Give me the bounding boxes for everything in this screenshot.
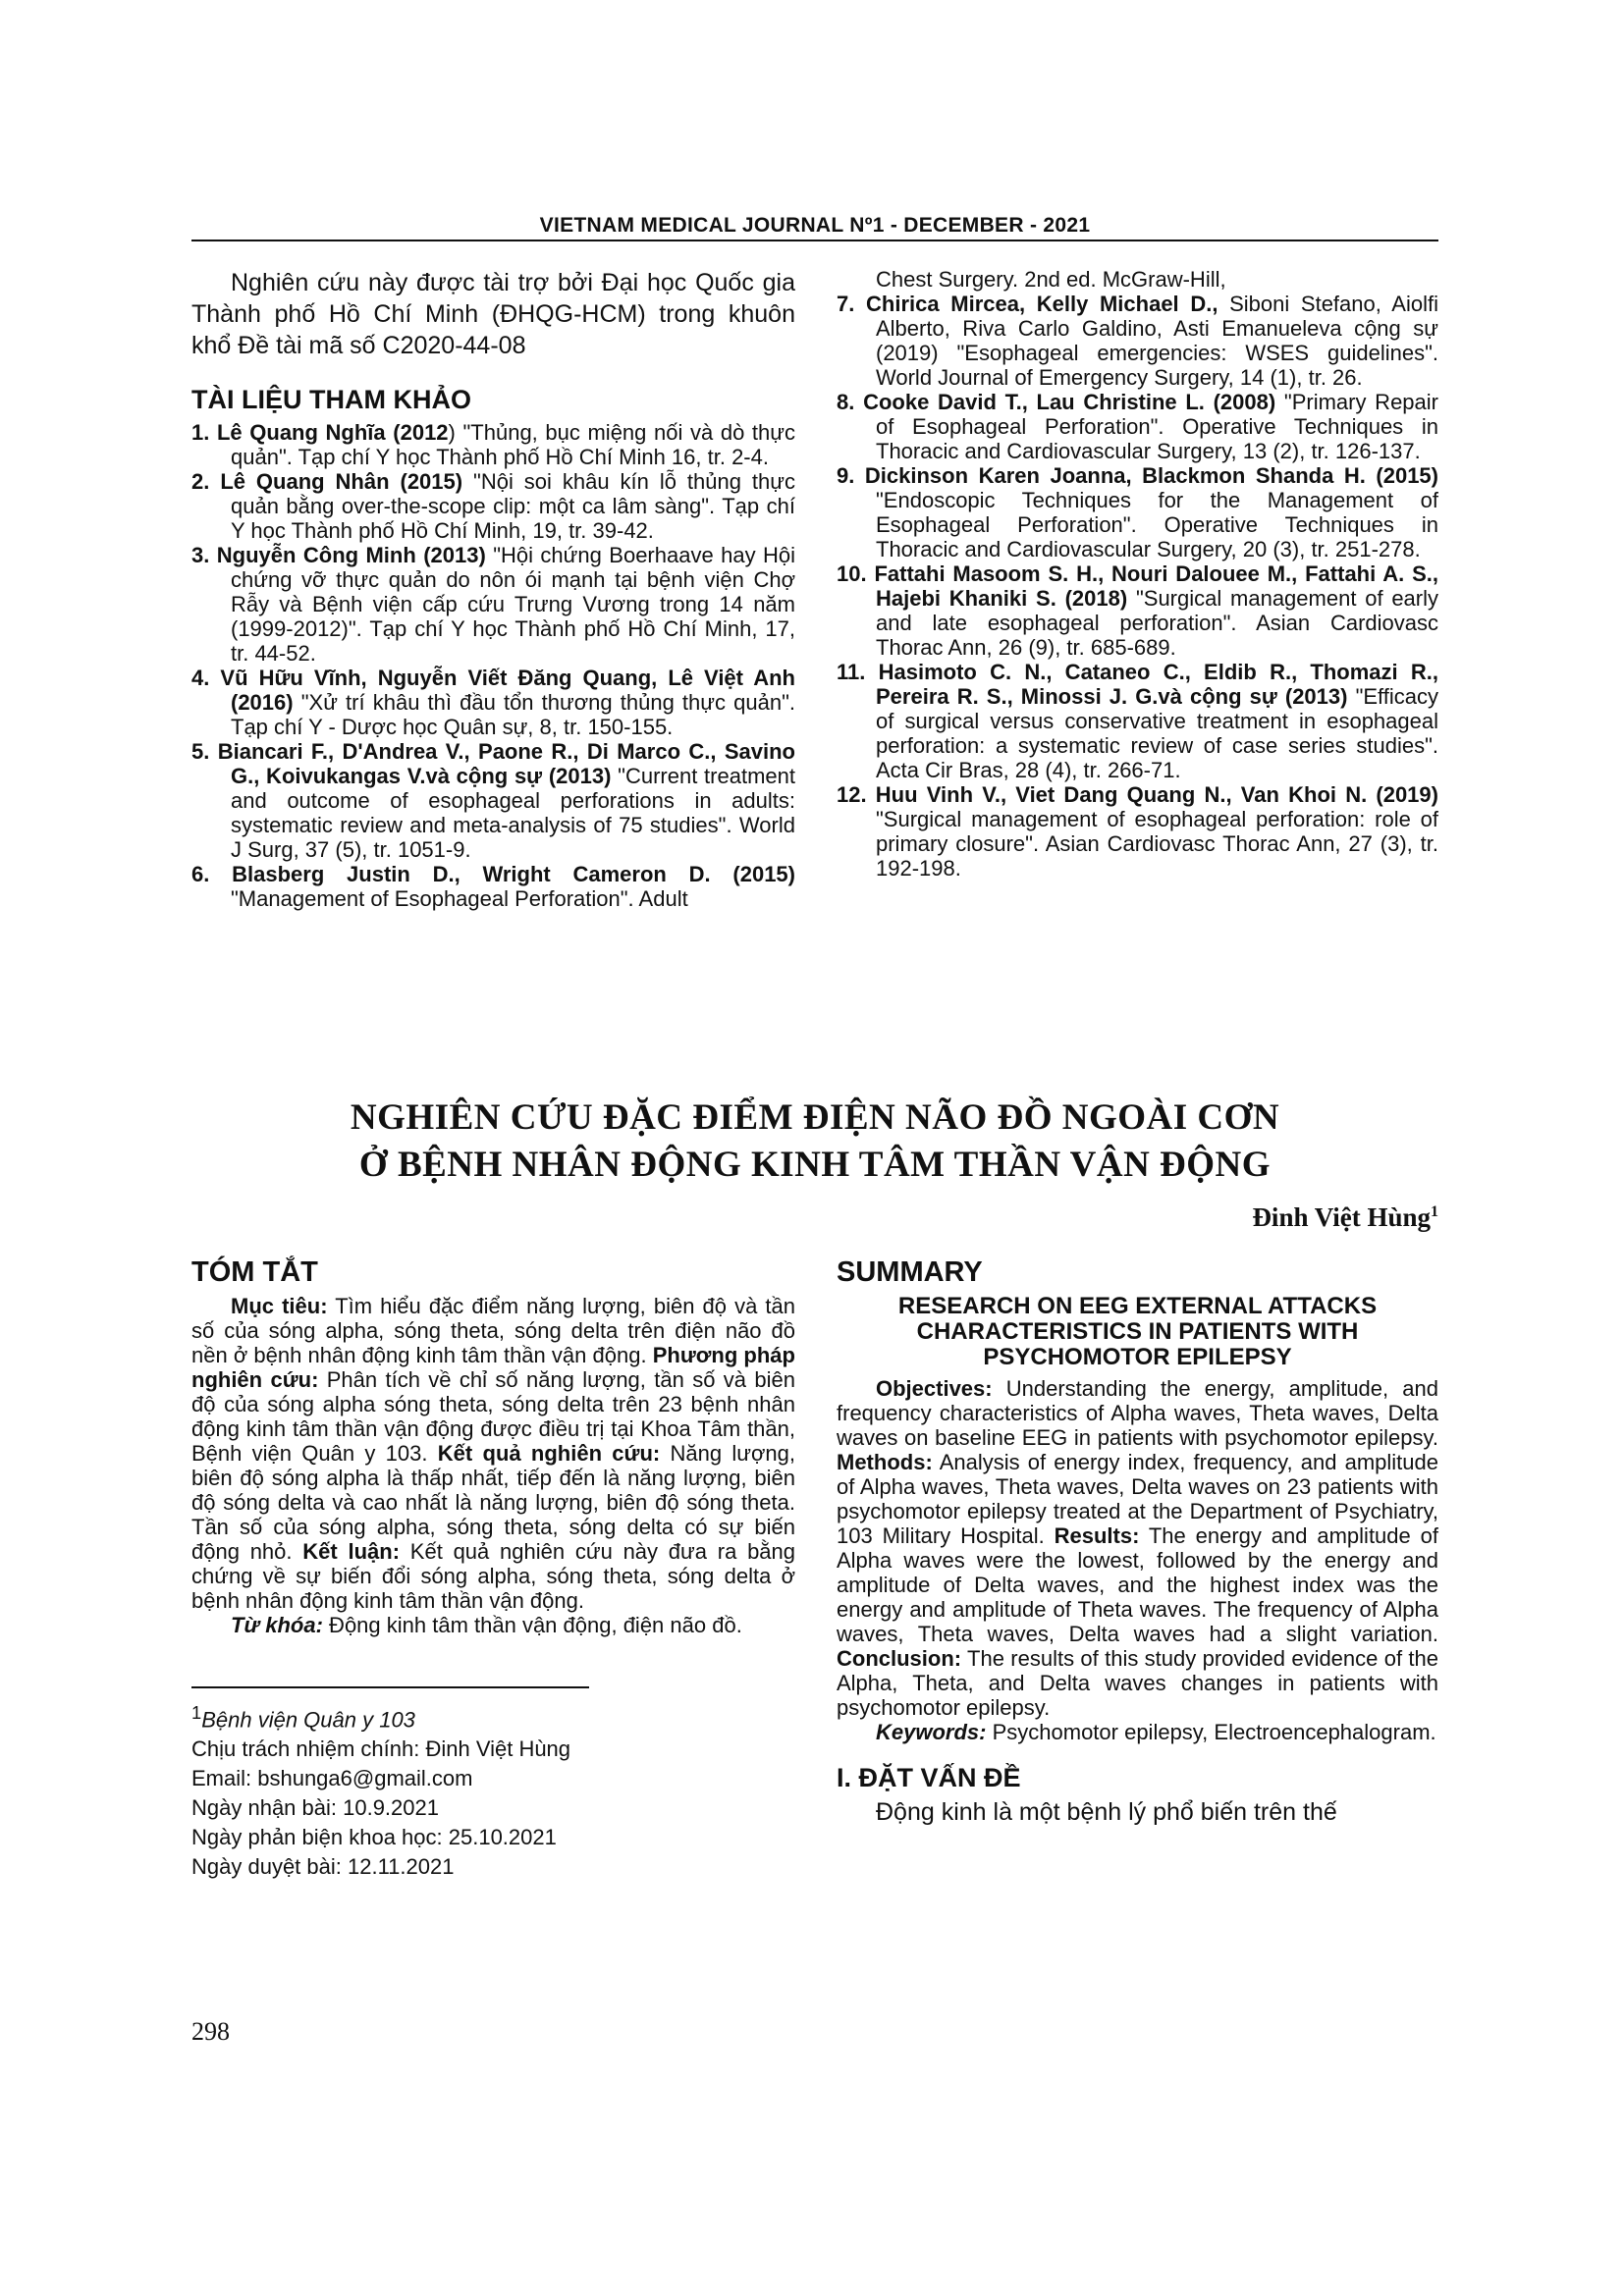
left-column-top xyxy=(191,267,795,911)
reference-number: 8. xyxy=(837,390,855,414)
acknowledgement: Nghiên cứu này được tài trợ bởi Đại học Quốc gia Thành phố Hồ Chí Minh (ĐHQG-HCM) trong khuôn khổ Đề tài mã số C2020-44-08 xyxy=(191,269,795,359)
reference-details: "Management of Esophageal Perforation". Adult xyxy=(231,886,688,911)
conclusion-label: Kết luận: xyxy=(302,1539,401,1564)
reference-details: "Surgical management of esophageal perforation: role of primary closure". Asian Cardiovasc Thorac Ann, 27 (3), tr. 192-198. xyxy=(876,807,1438,881)
reference-authors: Blasberg Justin D., Wright Cameron D. (2015) xyxy=(232,862,795,886)
reference-details: "Efficacy of surgical versus conservative treatment in esophageal perforation: a systematic review of case series studies". Acta Cir Bras, 28 (4), tr. 266-71. xyxy=(876,684,1439,782)
summary-conclusion-text: The results of this study provided evidence of the Alpha, Theta, and Delta waves changes in patients with psychomotor epilepsy. xyxy=(837,1646,1438,1720)
reference-details: "Hội chứng Boerhaave hay Hội chứng vỡ thực quản do nôn ói mạnh tại bệnh viện Chợ Rẫy và Bệnh viện cấp cứu Trưng Vương trong 14 năm (1999-2012)". Tạp chí Y học Thành phố Hồ Chí Minh, 17, tr. 44-52. xyxy=(231,543,795,666)
keywords-en-text: Psychomotor epilepsy, Electroencephalogram. xyxy=(986,1720,1436,1744)
summary-title: RESEARCH ON EEG EXTERNAL ATTACKS CHARACTERISTICS IN PATIENTS WITH PSYCHOMOTOR EPILEPSY xyxy=(897,1293,1378,1370)
introduction-text: Động kinh là một bệnh lý phổ biến trên thế xyxy=(876,1798,1337,1826)
article-title-line-1: NGHIÊN CỨU ĐẶC ĐIỂM ĐIỆN NÃO ĐỒ NGOÀI CƠN xyxy=(350,1097,1280,1138)
reference-details: "Primary Repair of Esophageal Perforation". Operative Techniques in Thoracic and Cardiovascular Surgery, 13 (2), tr. 126-137. xyxy=(876,390,1438,463)
right-column-bottom xyxy=(837,1255,1438,1827)
reference-number: 9. xyxy=(837,463,855,488)
methods-label: Methods: xyxy=(837,1450,933,1474)
introduction-heading: I. ĐẶT VẤN ĐỀ xyxy=(837,1763,1021,1792)
reference-authors: Cooke David T., Lau Christine L. (2008) xyxy=(863,390,1276,414)
reference-item xyxy=(837,561,1438,660)
reference-number: 12. xyxy=(837,782,867,807)
method-text: Phân tích về chỉ số năng lượng, tần số và biên độ của sóng alpha sóng theta, sóng delta trên 23 bệnh nhân động kinh tâm thần vận động được điều trị tại Khoa Tâm thần, Bệnh viện Quân y 103. xyxy=(191,1367,795,1466)
author-name: Đinh Việt Hùng xyxy=(1252,1202,1431,1232)
footnotes xyxy=(191,1698,795,1882)
summary-heading: SUMMARY xyxy=(837,1256,983,1288)
references-heading: TÀI LIỆU THAM KHẢO xyxy=(191,385,471,414)
reference-authors: Fattahi Masoom S. H., Nouri Dalouee M., Fattahi A. S., Hajebi Khaniki S. (2018) xyxy=(874,561,1438,611)
left-column-bottom xyxy=(191,1255,795,1882)
reference-number: 11. xyxy=(837,660,866,684)
affiliation-text: Bệnh viện Quân y 103 xyxy=(201,1707,415,1733)
results-text: The energy and amplitude of Alpha waves were the lowest, followed by the energy and amplitude of Delta waves, and the highest index was the energy and amplitude of Theta waves. The frequency of Alpha waves, Theta waves, Delta waves had a slight variation. xyxy=(837,1523,1438,1646)
reference-details: ) "Thủng, bục miệng nối và dò thực quản". Tạp chí Y học Thành phố Hồ Chí Minh 16, tr. 2-4. xyxy=(231,420,795,469)
reference-details: "Nội soi khâu kín lỗ thủng thực quản bằng over-the-scope clip: một ca lâm sàng". Tạp chí Y học Thành phố Hồ Chí Minh, 19, tr. 39-42. xyxy=(231,469,795,543)
reference-details: "Surgical management of early and late esophageal perforation". Asian Cardiovasc Thorac Ann, 26 (9), tr. 685-689. xyxy=(876,586,1439,660)
reference-number: 6. xyxy=(191,862,210,886)
reference-continuation: Chest Surgery. 2nd ed. McGraw-Hill, xyxy=(876,267,1226,292)
reference-item xyxy=(837,782,1438,881)
reference-item xyxy=(191,469,795,543)
reference-number: 1. xyxy=(191,420,210,445)
reference-number: 7. xyxy=(837,292,855,316)
keywords-en-label: Keywords: xyxy=(876,1720,987,1744)
keywords-vi xyxy=(191,1613,795,1637)
result-label: Kết quả nghiên cứu: xyxy=(437,1441,661,1466)
header-rule xyxy=(191,240,1438,241)
summary-body xyxy=(837,1376,1438,1720)
reference-details: "Current treatment and outcome of esophageal perforations in adults: systematic review and meta-analysis of 75 studies". World J Surg, 37 (5), tr. 1051-9. xyxy=(231,764,795,862)
summary-conclusion-label: Conclusion: xyxy=(837,1646,962,1671)
objective-label: Mục tiêu: xyxy=(231,1294,328,1318)
reference-item xyxy=(837,292,1438,390)
methods-text: Analysis of energy index, frequency, and amplitude of Alpha waves, Theta waves, Delta waves on 23 patients with psychomotor epilepsy treated at the Department of Psychiatry, 103 Military Hospital. xyxy=(837,1450,1438,1548)
right-column-top xyxy=(837,267,1438,881)
keywords-vi-text: Động kinh tâm thần vận động, điện não đồ. xyxy=(322,1613,742,1637)
objectives-text: Understanding the energy, amplitude, and frequency characteristics of Alpha waves, Theta waves, Delta waves on baseline EEG in patients with psychomotor epilepsy. xyxy=(837,1376,1438,1450)
abstract-vi-heading: TÓM TẮT xyxy=(191,1256,318,1288)
keywords-en xyxy=(837,1720,1438,1744)
responsible-author: Chịu trách nhiệm chính: Đinh Việt Hùng xyxy=(191,1736,571,1762)
reference-item xyxy=(837,660,1438,782)
page-number: 298 xyxy=(191,2017,230,2046)
footnote-rule xyxy=(191,1686,589,1688)
reference-authors: Dickinson Karen Joanna, Blackmon Shanda H. (2015) xyxy=(864,463,1438,488)
author xyxy=(1252,1202,1438,1233)
reference-number: 10. xyxy=(837,561,867,586)
reference-item xyxy=(191,666,795,739)
reference-authors: Lê Quang Nghĩa (2012 xyxy=(216,420,449,445)
affiliation xyxy=(191,1698,795,1735)
objective-text: Tìm hiểu đặc điểm năng lượng, biên độ và tần số của sóng alpha, sóng theta, sóng delta trên điện não đồ nền ở bệnh nhân động kinh tâm thần vận động. xyxy=(191,1294,795,1367)
reference-authors: Biancari F., D'Andrea V., Paone R., Di Marco C., Savino G., Koivukangas V.và cộng sự (2013) xyxy=(217,739,795,788)
reference-number: 3. xyxy=(191,543,210,567)
reference-number: 2. xyxy=(191,469,210,494)
reference-item xyxy=(191,420,795,469)
references-list-right xyxy=(837,292,1438,881)
objectives-label: Objectives: xyxy=(876,1376,993,1401)
article-title-line-2: Ở BỆNH NHÂN ĐỘNG KINH TÂM THẦN VẬN ĐỘNG xyxy=(358,1145,1272,1185)
reference-item xyxy=(191,543,795,666)
article-title xyxy=(191,1095,1438,1189)
reference-number: 4. xyxy=(191,666,210,690)
reference-details: Siboni Stefano, Aiolfi Alberto, Riva Carlo Galdino, Asti Emanueleva cộng sự (2019) "Esophageal emergencies: WSES guidelines". World Journal of Emergency Surgery, 14 (1), tr. 26. xyxy=(876,292,1438,390)
affiliation-mark: 1 xyxy=(191,1702,202,1723)
reference-authors: Lê Quang Nhân (2015) xyxy=(220,469,463,494)
reference-item xyxy=(837,390,1438,463)
date-accepted: Ngày duyệt bài: 12.11.2021 xyxy=(191,1854,455,1880)
abstract-vi-body xyxy=(191,1294,795,1613)
method-label: Phương pháp nghiên cứu: xyxy=(191,1343,795,1392)
reference-authors: Huu Vinh V., Viet Dang Quang N., Van Khoi N. (2019) xyxy=(875,782,1438,807)
reference-details: "Endoscopic Techniques for the Management of Esophageal Perforation". Operative Techniques in Thoracic and Cardiovascular Surgery, 20 (3), tr. 251-278. xyxy=(876,488,1438,561)
reference-authors: Chirica Mircea, Kelly Michael D., xyxy=(866,292,1218,316)
reference-item xyxy=(837,463,1438,561)
reference-authors: Nguyễn Công Minh (2013) xyxy=(216,543,486,567)
reference-item xyxy=(191,739,795,862)
conclusion-text: Kết quả nghiên cứu này đưa ra bằng chứng về sự biến đổi sóng alpha, sóng theta, sóng delta ở bệnh nhân động kinh tâm thần vận động. xyxy=(191,1539,796,1613)
reference-details: "Xử trí khâu thì đầu tổn thương thủng thực quản". Tạp chí Y - Dược học Quân sự, 8, tr. 150-155. xyxy=(231,690,795,739)
date-received: Ngày nhận bài: 10.9.2021 xyxy=(191,1795,439,1821)
journal-header: VIETNAM MEDICAL JOURNAL Nº1 - DECEMBER - 2021 xyxy=(539,214,1091,237)
reference-number: 5. xyxy=(191,739,210,764)
reference-authors: Hasimoto C. N., Cataneo C., Eldib R., Thomazi R., Pereira R. S., Minossi J. G.và cộng sự (2013) xyxy=(876,660,1438,709)
references-list-left xyxy=(191,420,795,911)
author-affiliation-mark: 1 xyxy=(1431,1203,1438,1220)
email: Email: bshunga6@gmail.com xyxy=(191,1766,473,1791)
reference-authors: Vũ Hữu Vĩnh, Nguyễn Viết Đăng Quang, Lê Việt Anh (2016) xyxy=(220,666,795,715)
results-label: Results: xyxy=(1054,1523,1140,1548)
keywords-vi-label: Từ khóa: xyxy=(231,1613,323,1637)
reference-item xyxy=(191,862,795,911)
date-reviewed: Ngày phản biện khoa học: 25.10.2021 xyxy=(191,1825,557,1850)
result-text: Năng lượng, biên độ sóng alpha là thấp nhất, tiếp đến là năng lượng, biên độ sóng delta và cao nhất là năng lượng, biên độ sóng theta. Tần số của sóng alpha, sóng theta, sóng delta có sự biến động nhỏ. xyxy=(191,1441,795,1564)
